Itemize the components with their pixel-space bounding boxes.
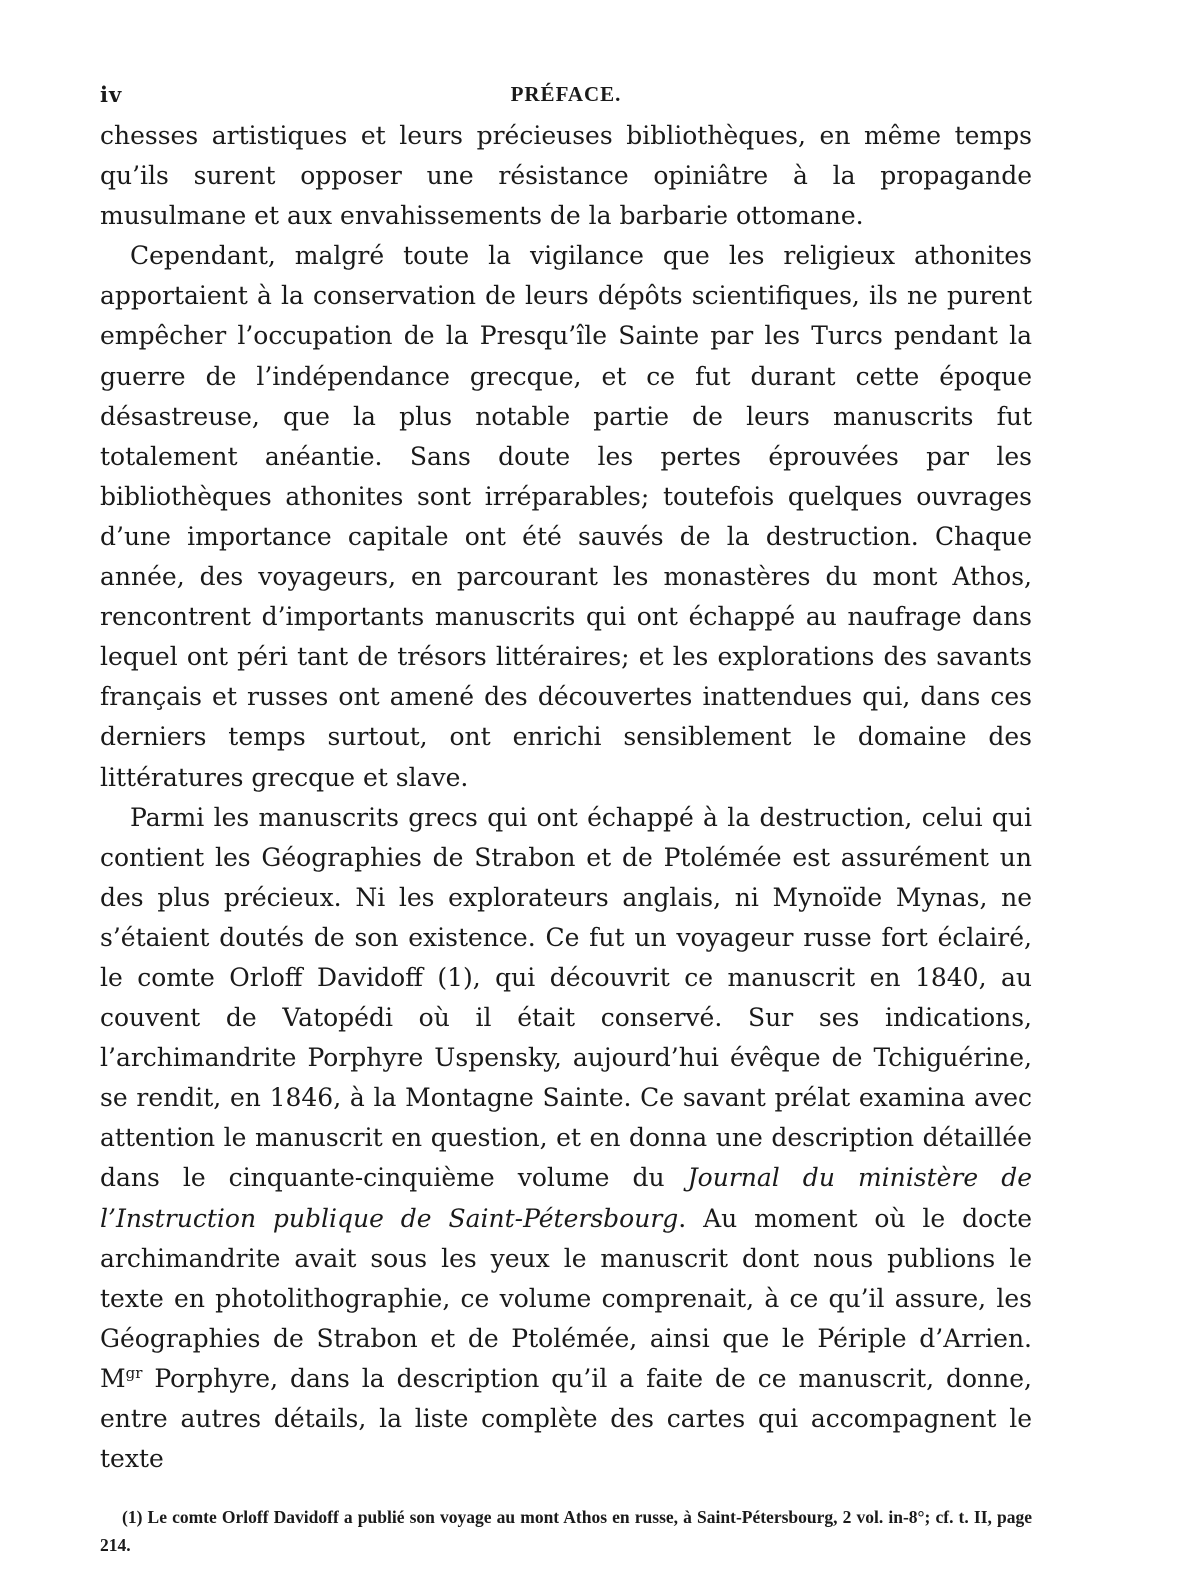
paragraph-athonite-libraries: Cependant, malgré toute la vigilance que les religieux athonites apportaient à la conservation de leurs dépôts scientifiques, ils ne purent empêcher l’occupation de la Presqu’île Sainte par les Turcs pendant la guerre de l’indépendance grecque, et ce fut durant cette époque désastreuse, que la plus notable partie de leurs manuscrits fut totalement anéantie. Sans doute les pertes éprouvées par les bibliothèques athonites sont irréparables; toutefois quelques ouvrages d’une importance capitale ont été sauvés de la destruction. Chaque année, des voyageurs, en parcourant les monastères du mont Athos, rencontrent d’importants manuscrits qui ont échappé au naufrage dans lequel ont péri tant de trésors littéraires; et les explorations des savants français et russes ont amené des découvertes inattendues qui, dans ces derniers temps surtout, ont enrichi sensiblement le domaine des littératures grecque et slave. <box>100 241 1032 792</box>
paragraph-text-part: Porphyre, dans la description qu’il a faite de ce manuscrit, donne, entre autres détails, la liste complète des cartes qui accompagnent le texte <box>100 1363 1032 1474</box>
running-head <box>100 82 1032 116</box>
paragraph-continued: chesses artistiques et leurs précieuses bibliothèques, en même temps qu’ils surent opposer une résistance opiniâtre à la propagande musulmane et aux envahissements de la barbarie ottomane. <box>100 121 1032 231</box>
footnote: (1) Le comte Orloff Davidoff a publié son voyage au mont Athos en russe, à Saint-Pétersbourg, 2 vol. in-8°; cf. t. II, page 214. <box>100 1507 1032 1556</box>
paragraph-text-part: Parmi les manuscrits grecs qui ont échappé à la destruction, celui qui contient les Géographies de Strabon et de Ptolémée est assurément un des plus précieux. Ni les explorateurs anglais, ni Mynoïde Mynas, ne s’étaient doutés de son existence. Ce fut un voyageur russe fort éclairé, le comte Orloff Davidoff (1), qui découvrit ce manuscrit en 1840, au couvent de Vatopédi où il était conservé. Sur ses indications, l’archimandrite Porphyre Uspensky, aujourd’hui évêque de Tchiguérine, se rendit, en 1846, à la Montagne Sainte. Ce savant prélat examina avec attention le manuscrit en question, et en donna une description détaillée dans le cinquante-cinquième volume du <box>100 802 1032 1193</box>
page-number: iv <box>100 82 123 107</box>
paragraph-strabon-manuscript <box>100 798 1032 1480</box>
body-text <box>100 116 1032 1479</box>
paragraph-text-part: . Au moment où le docte archimandrite avait sous les yeux le manuscrit dont nous publions le texte en photolithographie, ce volume comprenait, à ce qu’il assure, les Géographies de Strabon et de Ptolémée, ainsi que le Périple d’Arrien. M <box>100 1203 1032 1393</box>
superscript-abbrev: gr <box>125 1363 143 1382</box>
running-title: PRÉFACE. <box>510 82 622 106</box>
page <box>100 82 1032 1559</box>
journal-title: Journal du ministère de l’Instruction publique de Saint-Pétersbourg <box>100 1163 1032 1233</box>
footnotes <box>100 1503 1032 1559</box>
